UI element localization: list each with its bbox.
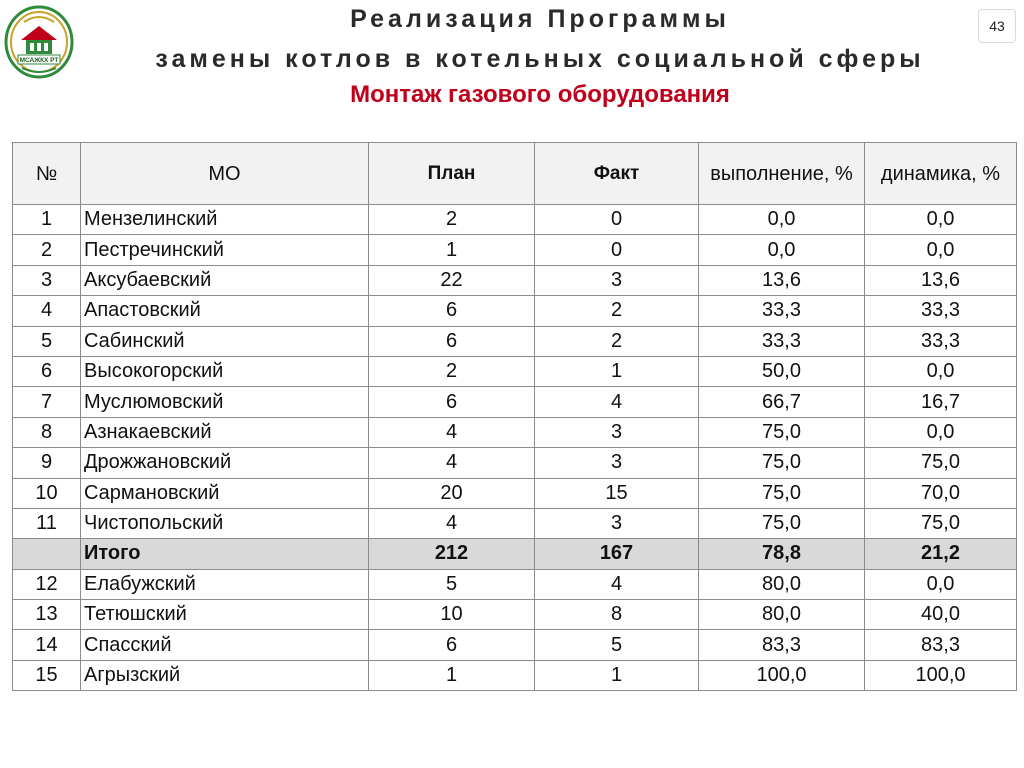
table-row [13, 600, 1017, 630]
cell-number: 6 [13, 356, 81, 386]
cell-plan: 20 [369, 478, 535, 508]
cell-completion: 75,0 [699, 508, 865, 538]
total-row [13, 539, 1017, 569]
table-row [13, 265, 1017, 295]
cell-mo: Агрызский [81, 660, 369, 690]
col-header-mo: МО [81, 143, 369, 205]
cell-dynamics: 0,0 [865, 356, 1017, 386]
cell-fact: 2 [535, 296, 699, 326]
cell-completion: 33,3 [699, 296, 865, 326]
cell-dynamics: 16,7 [865, 387, 1017, 417]
table-row [13, 235, 1017, 265]
cell-plan: 2 [369, 205, 535, 235]
cell-plan: 6 [369, 296, 535, 326]
table-row [13, 356, 1017, 386]
cell-plan: 2 [369, 356, 535, 386]
table-row [13, 448, 1017, 478]
cell-plan: 6 [369, 387, 535, 417]
table-row [13, 296, 1017, 326]
cell-dynamics: 0,0 [865, 569, 1017, 599]
cell-fact: 1 [535, 660, 699, 690]
col-header-completion: выполнение, % [699, 143, 865, 205]
cell-plan: 6 [369, 326, 535, 356]
cell-dynamics: 33,3 [865, 296, 1017, 326]
col-header-dynamics: динамика, % [865, 143, 1017, 205]
col-header-plan: План [369, 143, 535, 205]
cell-fact: 4 [535, 387, 699, 417]
cell-fact: 2 [535, 326, 699, 356]
cell-plan: 6 [369, 630, 535, 660]
cell-mo: Спасский [81, 630, 369, 660]
cell-completion: 0,0 [699, 205, 865, 235]
cell-mo: Чистопольский [81, 508, 369, 538]
cell-completion: 75,0 [699, 478, 865, 508]
cell-completion: 80,0 [699, 600, 865, 630]
cell-number: 14 [13, 630, 81, 660]
cell-dynamics: 21,2 [865, 539, 1017, 569]
cell-dynamics: 33,3 [865, 326, 1017, 356]
cell-mo: Муслюмовский [81, 387, 369, 417]
cell-dynamics: 0,0 [865, 417, 1017, 447]
cell-completion: 100,0 [699, 660, 865, 690]
table-row [13, 417, 1017, 447]
cell-fact: 1 [535, 356, 699, 386]
subtitle: Монтаж газового оборудования [350, 81, 730, 108]
title-line-1: Реализация Программы [350, 5, 730, 33]
cell-number: 15 [13, 660, 81, 690]
cell-number [13, 539, 81, 569]
table-row [13, 660, 1017, 690]
cell-number: 3 [13, 265, 81, 295]
col-header-number: № [13, 143, 81, 205]
cell-completion: 75,0 [699, 448, 865, 478]
cell-completion: 83,3 [699, 630, 865, 660]
cell-plan: 5 [369, 569, 535, 599]
cell-completion: 66,7 [699, 387, 865, 417]
cell-mo: Сабинский [81, 326, 369, 356]
cell-fact: 15 [535, 478, 699, 508]
table-row [13, 569, 1017, 599]
cell-fact: 5 [535, 630, 699, 660]
cell-dynamics: 75,0 [865, 508, 1017, 538]
cell-plan: 10 [369, 600, 535, 630]
cell-dynamics: 40,0 [865, 600, 1017, 630]
cell-mo: Итого [81, 539, 369, 569]
cell-completion: 33,3 [699, 326, 865, 356]
cell-plan: 22 [369, 265, 535, 295]
cell-dynamics: 70,0 [865, 478, 1017, 508]
cell-mo: Пестречинский [81, 235, 369, 265]
cell-number: 1 [13, 205, 81, 235]
cell-mo: Тетюшский [81, 600, 369, 630]
col-header-fact: Факт [535, 143, 699, 205]
cell-number: 9 [13, 448, 81, 478]
cell-number: 13 [13, 600, 81, 630]
cell-completion: 13,6 [699, 265, 865, 295]
cell-mo: Аксубаевский [81, 265, 369, 295]
title-line-2: замены котлов в котельных социальной сферы [155, 45, 925, 73]
cell-fact: 167 [535, 539, 699, 569]
cell-fact: 3 [535, 508, 699, 538]
cell-dynamics: 0,0 [865, 235, 1017, 265]
cell-number: 10 [13, 478, 81, 508]
table-row [13, 387, 1017, 417]
cell-mo: Сармановский [81, 478, 369, 508]
cell-fact: 0 [535, 205, 699, 235]
cell-fact: 8 [535, 600, 699, 630]
house-emblem-icon [4, 4, 74, 80]
cell-number: 4 [13, 296, 81, 326]
page-number: 43 [978, 9, 1016, 43]
cell-mo: Апастовский [81, 296, 369, 326]
cell-dynamics: 13,6 [865, 265, 1017, 295]
cell-number: 2 [13, 235, 81, 265]
cell-dynamics: 83,3 [865, 630, 1017, 660]
table-row [13, 478, 1017, 508]
cell-mo: Высокогорский [81, 356, 369, 386]
cell-number: 8 [13, 417, 81, 447]
cell-dynamics: 100,0 [865, 660, 1017, 690]
cell-fact: 3 [535, 417, 699, 447]
cell-plan: 4 [369, 448, 535, 478]
cell-fact: 3 [535, 448, 699, 478]
cell-completion: 80,0 [699, 569, 865, 599]
data-table [12, 142, 1017, 691]
logo-text: МСАЖКХ РТ [19, 57, 59, 64]
cell-completion: 50,0 [699, 356, 865, 386]
table-body [13, 205, 1017, 691]
cell-completion: 75,0 [699, 417, 865, 447]
cell-dynamics: 75,0 [865, 448, 1017, 478]
cell-number: 11 [13, 508, 81, 538]
cell-plan: 1 [369, 660, 535, 690]
cell-fact: 0 [535, 235, 699, 265]
table-row [13, 205, 1017, 235]
cell-number: 7 [13, 387, 81, 417]
cell-fact: 3 [535, 265, 699, 295]
cell-completion: 78,8 [699, 539, 865, 569]
cell-mo: Дрожжановский [81, 448, 369, 478]
cell-completion: 0,0 [699, 235, 865, 265]
cell-plan: 4 [369, 417, 535, 447]
cell-plan: 212 [369, 539, 535, 569]
table-row [13, 508, 1017, 538]
table-header-row [13, 143, 1017, 205]
cell-plan: 1 [369, 235, 535, 265]
cell-mo: Мензелинский [81, 205, 369, 235]
cell-dynamics: 0,0 [865, 205, 1017, 235]
cell-plan: 4 [369, 508, 535, 538]
cell-mo: Азнакаевский [81, 417, 369, 447]
cell-number: 5 [13, 326, 81, 356]
table-row [13, 326, 1017, 356]
cell-number: 12 [13, 569, 81, 599]
cell-mo: Елабужский [81, 569, 369, 599]
cell-fact: 4 [535, 569, 699, 599]
table-row [13, 630, 1017, 660]
